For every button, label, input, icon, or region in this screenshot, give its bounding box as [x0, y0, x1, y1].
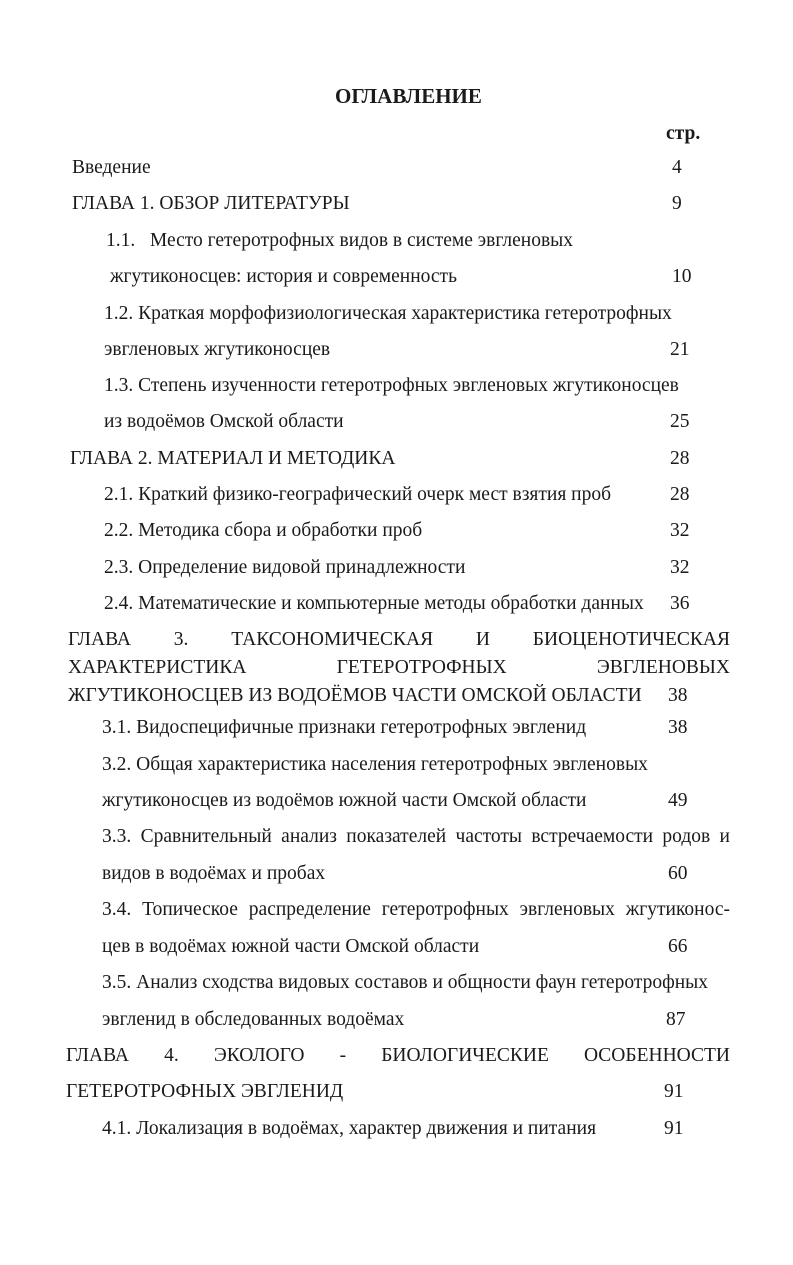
toc-entry-3-3: 3.3. Сравнительный анализ показателей частоты встречаемости родов и [102, 827, 730, 847]
toc-entry-1-1: 1.1. Место гетеротрофных видов в системе эвгленовых [106, 230, 574, 251]
toc-page-number: 32 [670, 557, 690, 578]
toc-page-number: 91 [664, 1081, 684, 1102]
toc-entry-1-2-cont: эвгленовых жгутиконосцев [104, 339, 331, 360]
toc-entry-3-5-cont: эвгленид в обследованных водоёмах [102, 1009, 405, 1030]
toc-page-number: 38 [668, 717, 688, 738]
toc-entry-chapter-4-cont: ГЕТЕРОТРОФНЫХ ЭВГЛЕНИД [66, 1081, 344, 1102]
toc-page-number: 25 [670, 411, 690, 432]
toc-entry-chapter-3: ГЛАВА 3. ТАКСОНОМИЧЕСКАЯ И БИОЦЕНОТИЧЕСКАЯ [68, 630, 730, 650]
toc-page-number: 36 [670, 593, 690, 614]
toc-page-number: 87 [666, 1009, 686, 1030]
toc-page-number: 49 [668, 790, 688, 811]
toc-entry-chapter-1: ГЛАВА 1. ОБЗОР ЛИТЕРАТУРЫ [72, 193, 350, 214]
toc-entry-3-3-cont: видов в водоёмах и пробах [102, 863, 326, 884]
toc-entry-intro: Введение [72, 157, 151, 178]
toc-entry-chapter-3-cont: ХАРАКТЕРИСТИКА ГЕТЕРОТРОФНЫХ ЭВГЛЕНОВЫХ [68, 658, 730, 678]
toc-entry-2-3: 2.3. Определение видовой принадлежности [104, 557, 466, 578]
toc-entry-3-5: 3.5. Анализ сходства видовых составов и общности фаун гетеротрофных [102, 972, 709, 993]
toc-entry-4-1: 4.1. Локализация в водоёмах, характер движения и питания [102, 1118, 597, 1139]
toc-entry-chapter-3-cont2: ЖГУТИКОНОСЦЕВ ИЗ ВОДОЁМОВ ЧАСТИ ОМСКОЙ ОБЛАСТИ [68, 685, 642, 706]
toc-page-number: 32 [670, 520, 690, 541]
toc-page-number: 9 [672, 193, 682, 214]
toc-entry-2-1: 2.1. Краткий физико-географический очерк мест взятия проб [104, 484, 612, 505]
toc-entry-chapter-4: ГЛАВА 4. ЭКОЛОГО - БИОЛОГИЧЕСКИЕ ОСОБЕННОСТИ [66, 1046, 730, 1066]
toc-entry-2-2: 2.2. Методика сбора и обработки проб [104, 520, 423, 541]
toc-entry-1-2: 1.2. Краткая морфофизиологическая характеристика гетеротрофных [104, 303, 672, 324]
toc-entry-1-1-cont: жгутиконосцев: история и современность [110, 266, 457, 287]
toc-page-number: 91 [664, 1118, 684, 1139]
toc-entry-3-2: 3.2. Общая характеристика населения гетеротрофных эвгленовых [102, 754, 648, 775]
toc-entry-3-4-cont: цев в водоёмах южной части Омской области [102, 936, 480, 957]
toc-page-number: 60 [668, 863, 688, 884]
toc-page-number: 28 [670, 448, 690, 469]
toc-entry-1-3-cont: из водоёмов Омской области [104, 411, 344, 432]
toc-page-number: 28 [670, 484, 690, 505]
toc-entry-3-1: 3.1. Видоспецифичные признаки гетеротрофных эвгленид [102, 717, 587, 738]
toc-entry-3-4: 3.4. Топическое распределение гетеротрофных эвгленовых жгутиконос- [102, 900, 730, 920]
toc-page-number: 21 [670, 339, 690, 360]
page-column-header: стр. [666, 123, 701, 144]
toc-page-number: 38 [668, 685, 688, 706]
toc-entry-3-2-cont: жгутиконосцев из водоёмов южной части Омской области [102, 790, 587, 811]
toc-entry-1-3: 1.3. Степень изученности гетеротрофных эвгленовых жгутиконосцев [104, 375, 679, 396]
toc-page-number: 66 [668, 936, 688, 957]
toc-page-number: 4 [672, 157, 682, 178]
toc-page-number: 10 [672, 266, 692, 287]
toc-entry-chapter-2: ГЛАВА 2. МАТЕРИАЛ И МЕТОДИКА [70, 448, 396, 469]
toc-entry-2-4: 2.4. Математические и компьютерные методы обработки данных [104, 593, 644, 614]
page-title: ОГЛАВЛЕНИЕ [335, 84, 482, 108]
